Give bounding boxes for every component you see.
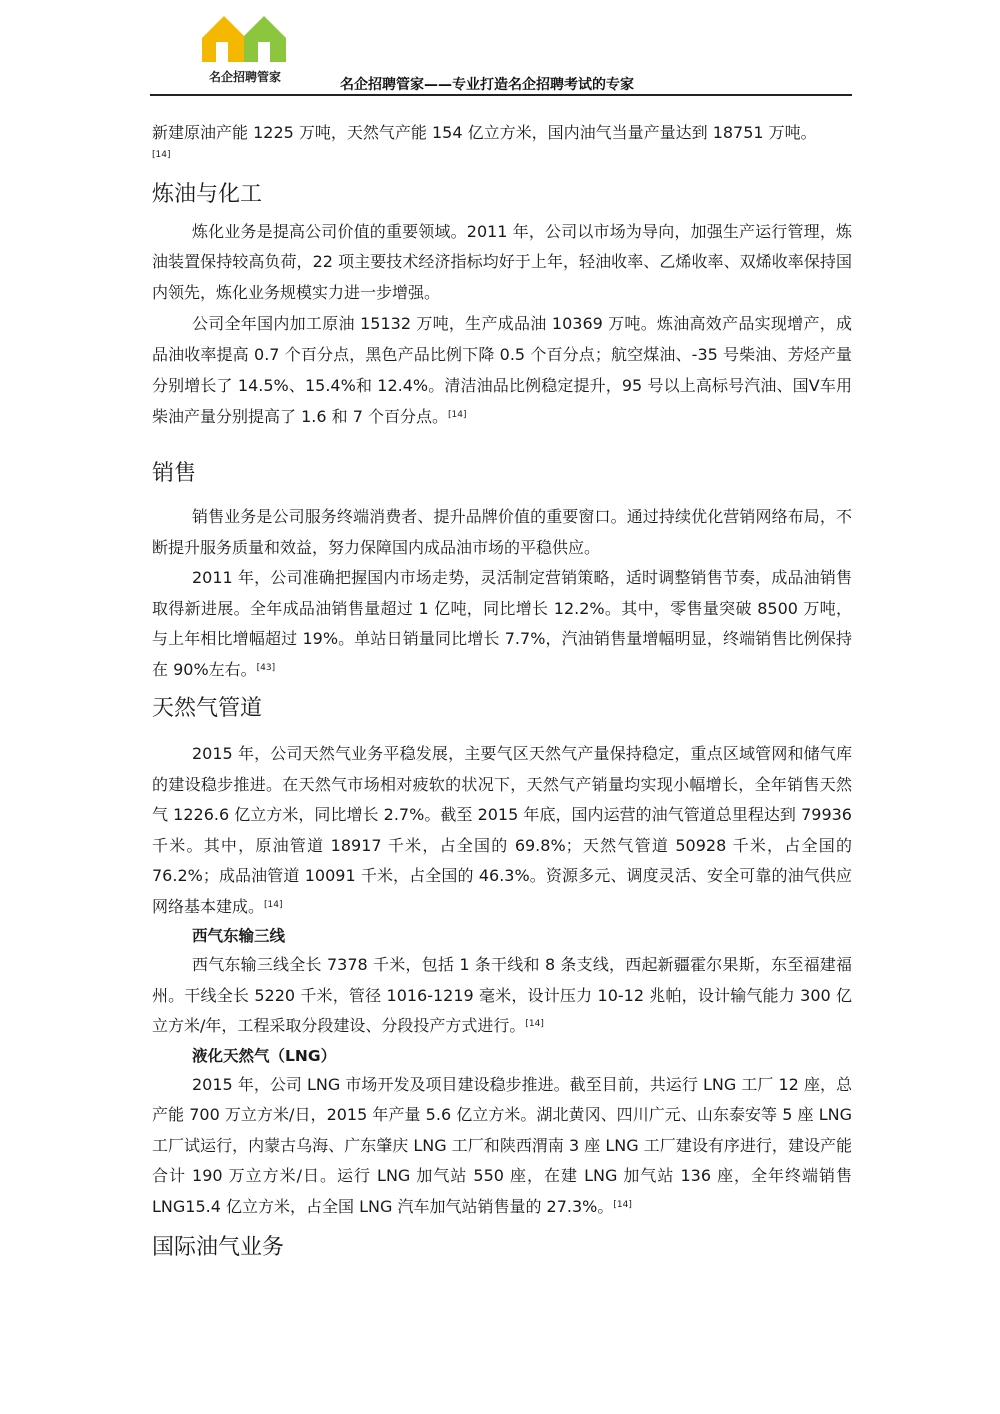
section-heading-refining: 炼油与化工 (152, 181, 263, 207)
citation: [14] (613, 1199, 632, 1210)
document-body (152, 118, 852, 1266)
subheading-lng: 液化天然气（LNG） (192, 1046, 337, 1065)
logo-text: 名企招聘管家 (208, 70, 281, 84)
section-heading-sales: 销售 (152, 461, 197, 486)
paragraph: 炼化业务是提高公司价值的重要领域。2011 年，公司以市场为导向，加强生产运行管理，炼油装置保持较高负荷，22 项主要技术经济指标均好于上年，轻油收率、乙烯收率、双烯收率保持国内领先，炼化业务规模实力进一步增强。 (152, 221, 852, 302)
citation: [14] (152, 149, 171, 160)
citation: [43] (256, 662, 276, 673)
header-title: 名企招聘管家——专业打造名企招聘考试的专家 (340, 77, 634, 93)
header-divider (150, 94, 852, 96)
paragraph: 2015 年，公司天然气业务平稳发展，主要气区天然气产量保持稳定，重点区域管网和储气库的建设稳步推进。在天然气市场相对疲软的状况下，天然气产销量均实现小幅增长，全年销售天然气 1226.6 亿立方米，同比增长 2.7%。截至 2015 年底，国内运营的油气管道总里程达到 79936 千米。其中，原油管道 18917 千米，占全国的 69.8%；天然气管道 50928 千米，占全国的 76.2%；成品油管道 10091 千米，占全国的 46.3%。资源多元、调度灵活、安全可靠的油气供应网络基本建成。[14] (152, 744, 852, 916)
paragraph: 公司全年国内加工原油 15132 万吨，生产成品油 10369 万吨。炼油高效产品实现增产，成品油收率提高 0.7 个百分点，黑色产品比例下降 0.5 个百分点；航空煤油、-35 号柴油、芳烃产量分别增长了 14.5%、15.4%和 12.4%。清洁油品比例稳定提升，95 号以上高标号汽油、国Ⅴ车用柴油产量分别提高了 1.6 和 7 个百分点。[14] (152, 314, 852, 426)
subheading-west-east-pipeline: 西气东输三线 (192, 927, 286, 945)
section-heading-gas-pipeline: 天然气管道 (152, 696, 263, 721)
paragraph: 2015 年，公司 LNG 市场开发及项目建设稳步推进。截至目前，共运行 LNG 工厂 12 座，总产能 700 万立方米/日，2015 年产量 5.6 亿立方米。湖北黄冈、四川广元、山东泰安等 5 座 LNG 工厂试运行，内蒙古乌海、广东肇庆 LNG 工厂和陕西渭南 3 座 LNG 工厂建设有序进行，建设产能合计 190 万立方米/日。运行 LNG 加气站 550 座，在建 LNG 加气站 136 座，全年终端销售 LNG15.4 亿立方米，占全国 LNG 汽车加气站销售量的 27.3%。[14] (152, 1074, 852, 1216)
paragraph: 销售业务是公司服务终端消费者、提升品牌价值的重要窗口。通过持续优化营销网络布局，不断提升服务质量和效益，努力保障国内成品油市场的平稳供应。 (152, 507, 852, 557)
paragraph: 西气东输三线全长 7378 千米，包括 1 条干线和 8 条支线，西起新疆霍尔果斯，东至福建福州。干线全长 5220 千米，管径 1016-1219 毫米，设计压力 10-12 兆帕，设计输气能力 300 亿立方米/年，工程采取分段建设、分段投产方式进行。[14] (152, 955, 852, 1035)
page-header (150, 10, 852, 96)
paragraph: 2011 年，公司准确把握国内市场走势，灵活制定营销策略，适时调整销售节奏，成品油销售取得新进展。全年成品油销售量超过 1 亿吨，同比增长 12.2%。其中，零售量突破 8500 万吨，与上年相比增幅超过 19%。单站日销量同比增长 7.7%，汽油销售量增幅明显，终端销售比例保持在 90%左右。[43] (152, 568, 852, 679)
section-heading-international: 国际油气业务 (152, 1235, 285, 1260)
intro-paragraph: 新建原油产能 1225 万吨，天然气产能 154 亿立方米，国内油气当量产量达到 18751 万吨。 (152, 123, 817, 142)
citation: [14] (525, 1019, 544, 1029)
logo (200, 12, 290, 92)
citation: [14] (264, 899, 283, 910)
citation: [14] (447, 410, 467, 420)
houses-logo-icon (200, 12, 290, 68)
